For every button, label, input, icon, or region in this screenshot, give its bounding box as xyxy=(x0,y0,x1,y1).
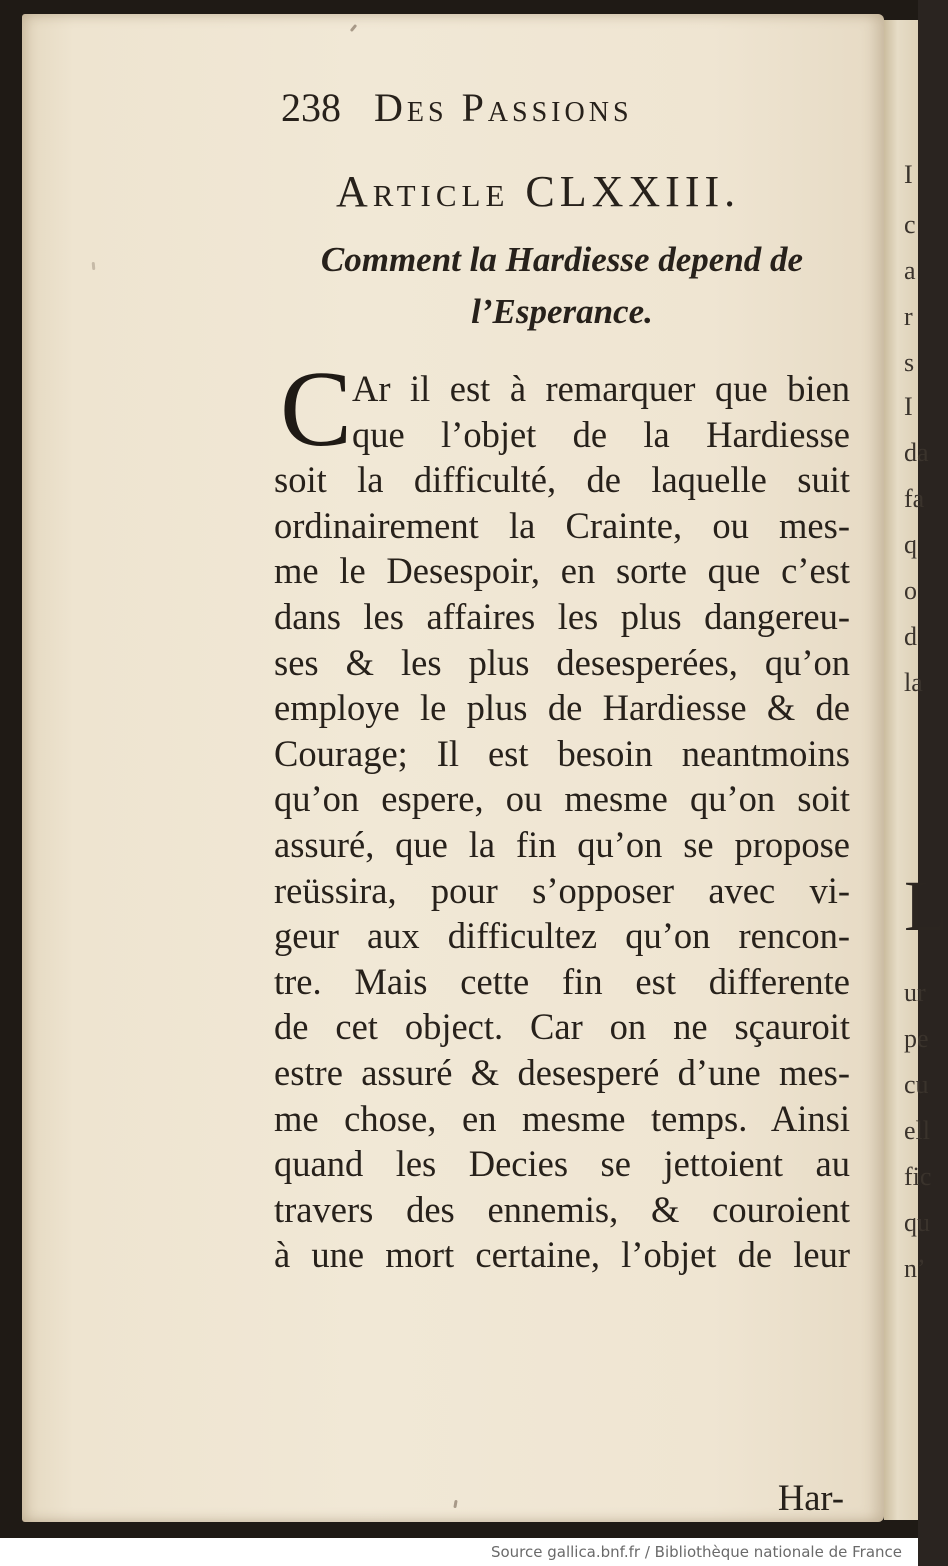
text-line: quand les Decies se jettoient au xyxy=(274,1143,850,1185)
facing-page-fragment: I xyxy=(904,392,913,421)
article-subtitle xyxy=(274,234,850,338)
text-line: tre. Mais cette fin est differente xyxy=(274,960,850,1002)
facing-page-fragment: fa xyxy=(904,484,925,513)
facing-page-fragment: fic xyxy=(904,1162,932,1191)
text-line: travers des ennemis, & couroient xyxy=(274,1188,850,1230)
source-footer: Source gallica.bnf.fr / Bibliothèque nationale de France xyxy=(0,1538,918,1566)
facing-page-fragment: qu xyxy=(904,1208,930,1237)
text-line: estre assuré & desesperé d’une mes- xyxy=(274,1051,850,1093)
facing-page-fragment: d xyxy=(904,622,917,651)
facing-page-fragment: da xyxy=(904,438,929,467)
facing-page-edge xyxy=(884,20,948,1520)
page-header xyxy=(281,84,633,131)
text-line: Ar il est à remarquer que bien xyxy=(352,368,850,409)
facing-page-fragment: pe xyxy=(904,1024,929,1053)
facing-page-fragment: a xyxy=(904,256,916,285)
running-title: Des Passions xyxy=(374,85,633,130)
text-line: à une mort certaine, l’objet de leur xyxy=(274,1234,850,1276)
facing-page-fragment: r xyxy=(904,302,913,331)
facing-page-fragment: la xyxy=(904,668,923,697)
text-line: soit la difficulté, de laquelle suit xyxy=(274,459,850,501)
facing-page-fragment: c xyxy=(904,210,916,239)
text-line: geur aux difficultez qu’on rencon- xyxy=(274,915,850,957)
text-line: me chose, en mesme temps. Ainsi xyxy=(274,1097,850,1139)
body-text xyxy=(274,366,850,1278)
text-line: qu’on espere, ou mesme qu’on soit xyxy=(274,778,850,820)
page-number: 238 xyxy=(281,85,341,130)
facing-page-fragment: o xyxy=(904,576,917,605)
facing-page-dropcap: L xyxy=(904,866,948,946)
text-line: ses & les plus desesperées, qu’on xyxy=(274,641,850,683)
text-line: reüssira, pour s’opposer avec vi- xyxy=(274,869,850,911)
paper-speck xyxy=(92,262,96,270)
facing-page-fragment: cu xyxy=(904,1070,929,1099)
text-line: que l’objet de la Hardiesse xyxy=(352,413,850,455)
drop-cap: C xyxy=(280,350,353,469)
facing-page-fragment: q xyxy=(904,530,917,559)
facing-page-fragment: ell xyxy=(904,1116,930,1145)
text-line: dans les affaires les plus dangereu- xyxy=(274,595,850,637)
text-line: employe le plus de Hardiesse & de xyxy=(274,687,850,729)
facing-page-fragment: I xyxy=(904,160,913,189)
text-line: de cet object. Car on ne sçauroit xyxy=(274,1006,850,1048)
facing-page-fragment: ur xyxy=(904,978,926,1007)
text-line: Courage; Il est besoin neantmoins xyxy=(274,732,850,774)
catchword: Har- xyxy=(777,1477,844,1518)
facing-page-fragment: n’ xyxy=(904,1254,926,1283)
facing-page-fragment: s xyxy=(904,348,915,377)
subtitle-line: Comment la Hardiesse depend de xyxy=(320,240,804,279)
subtitle-line: l’Esperance. xyxy=(471,292,653,331)
text-line: assuré, que la fin qu’on se propose xyxy=(274,823,850,865)
text-line: me le Desespoir, en sorte que c’est xyxy=(274,550,850,592)
article-heading: Article CLXXIII. xyxy=(336,167,741,216)
text-line: ordinairement la Crainte, ou mes- xyxy=(274,504,850,546)
